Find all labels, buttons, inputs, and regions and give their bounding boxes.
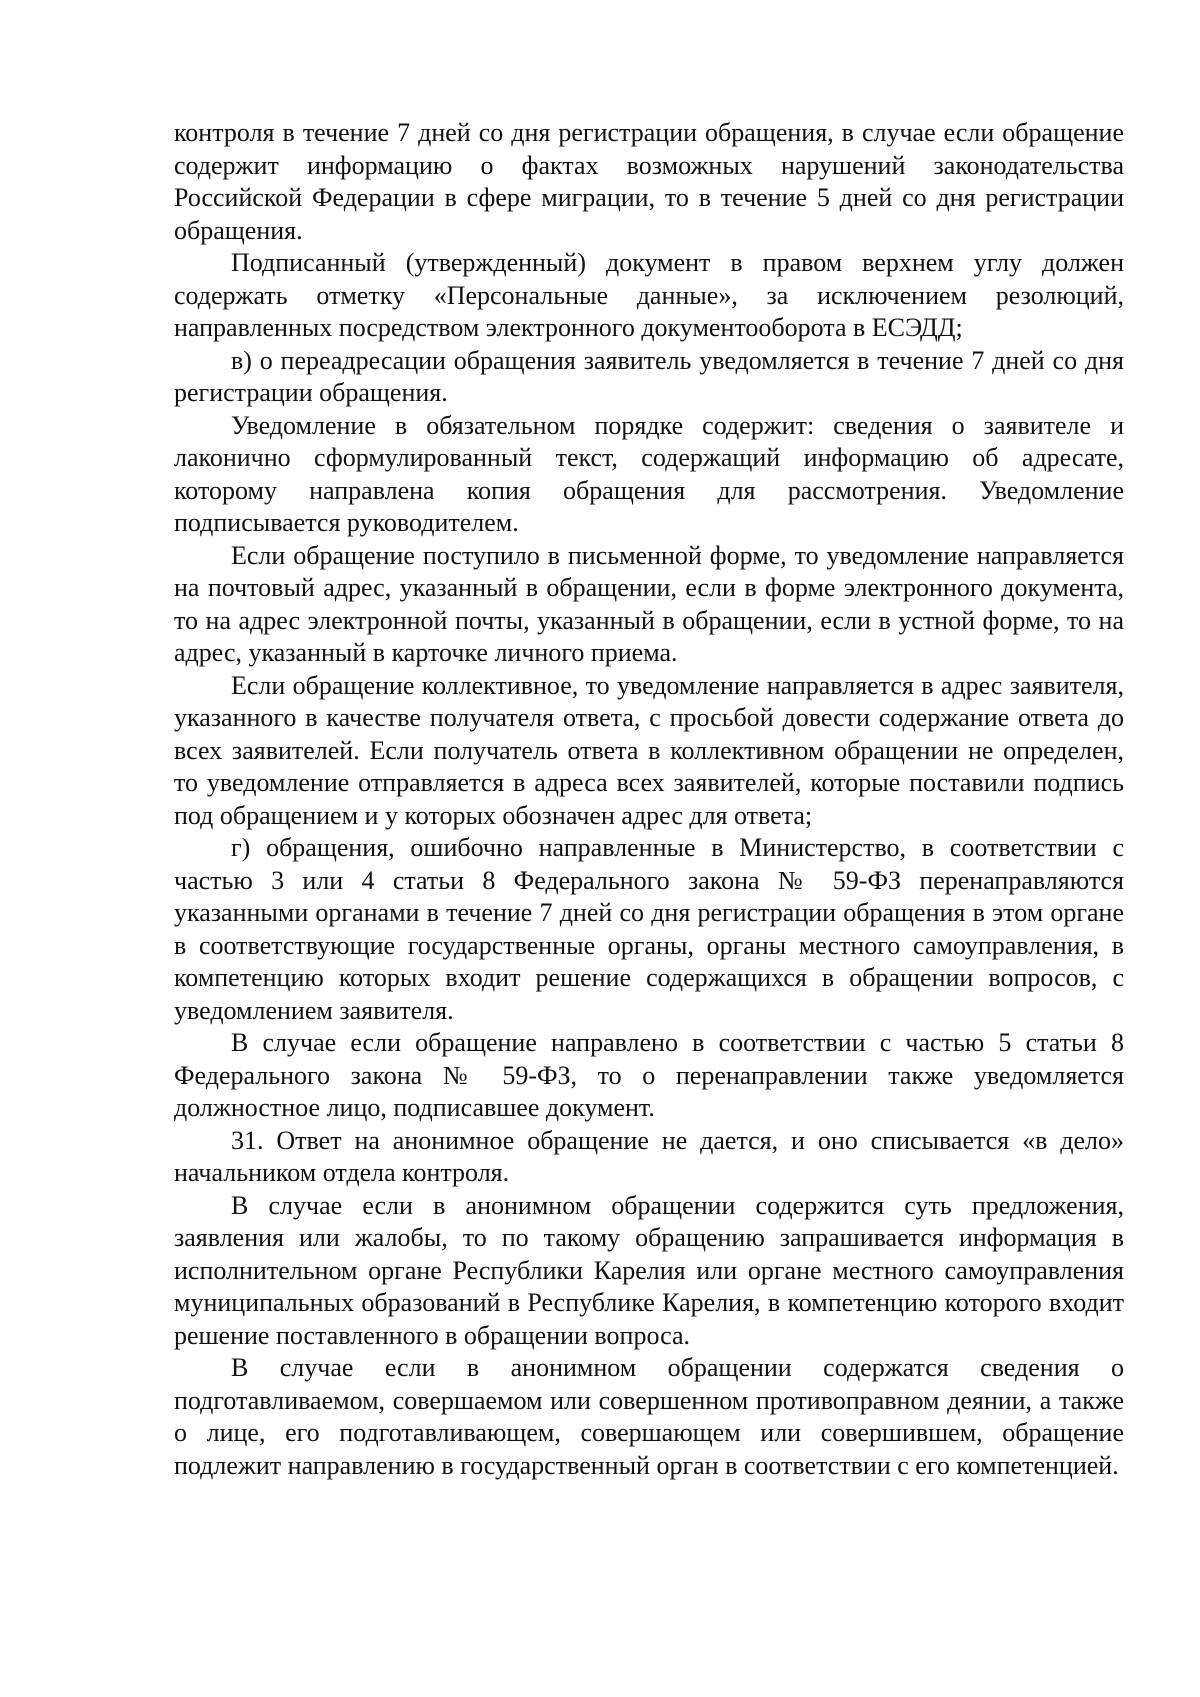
paragraph-8: В случае если обращение направлено в соответствии с частью 5 статьи 8 Федерального закона № 59-ФЗ, то о перенаправлении также уведомляется должностное лицо, подписавшее документ. [174,1028,1124,1122]
paragraph-5: Если обращение поступило в письменной форме, то уведомление направляется на почтовый адрес, указанный в обращении, если в форме электронного документа, то на адрес электронной почты, указанный в обращении, если в устной форме, то на адрес, указанный в карточке личного приема. [174,540,1124,667]
paragraph-9: 31. Ответ на анонимное обращение не дается, и оно списывается «в дело» начальником отдела контроля. [174,1125,1124,1187]
paragraph-7: г) обращения, ошибочно направленные в Министерство, в соответствии с частью 3 или 4 статьи 8 Федерального закона № 59-ФЗ перенаправляются указанными органами в течение 7 дней со дня регистрации обращения в этом органе в соответствующие государственные органы, органы местного самоуправления, в компетенцию которых входит решение содержащихся в обращении вопросов, с уведомлением заявителя. [174,833,1124,1025]
paragraph-11: В случае если в анонимном обращении содержатся сведения о подготавливаемом, совершаемом или совершенном противоправном деянии, а также о лице, его подготавливающем, совершающем или совершившем, обращение подлежит направлению в государственный орган в соответствии с его компетенцией. [174,1353,1124,1480]
paragraph-4: Уведомление в обязательном порядке содержит: сведения о заявителе и лаконично сформулированный текст, содержащий информацию об адресате, которому направлена копия обращения для рассмотрения. Уведомление подписывается руководителем. [174,410,1124,537]
paragraph-3: в) о переадресации обращения заявитель уведомляется в течение 7 дней со дня регистрации обращения. [174,345,1124,407]
paragraph-1: контроля в течение 7 дней со дня регистрации обращения, в случае если обращение содержит информацию о фактах возможных нарушений законодательства Российской Федерации в сфере миграции, то в течение 5 дней со дня регистрации обращения. [174,118,1124,245]
document-page [174,117,1124,1482]
paragraph-6: Если обращение коллективное, то уведомление направляется в адрес заявителя, указанного в качестве получателя ответа, с просьбой довести содержание ответа до всех заявителей. Если получатель ответа в коллективном обращении не определен, то уведомление отправляется в адреса всех заявителей, которые поставили подпись под обращением и у которых обозначен адрес для ответа; [174,670,1124,830]
paragraph-2: Подписанный (утвержденный) документ в правом верхнем углу должен содержать отметку «Персональные данные», за исключением резолюций, направленных посредством электронного документооборота в ЕСЭДД; [174,248,1124,342]
paragraph-10: В случае если в анонимном обращении содержится суть предложения, заявления или жалобы, то по такому обращению запрашивается информация в исполнительном органе Республики Карелия или органе местного самоуправления муниципальных образований в Республике Карелия, в компетенцию которого входит решение поставленного в обращении вопроса. [174,1190,1124,1350]
